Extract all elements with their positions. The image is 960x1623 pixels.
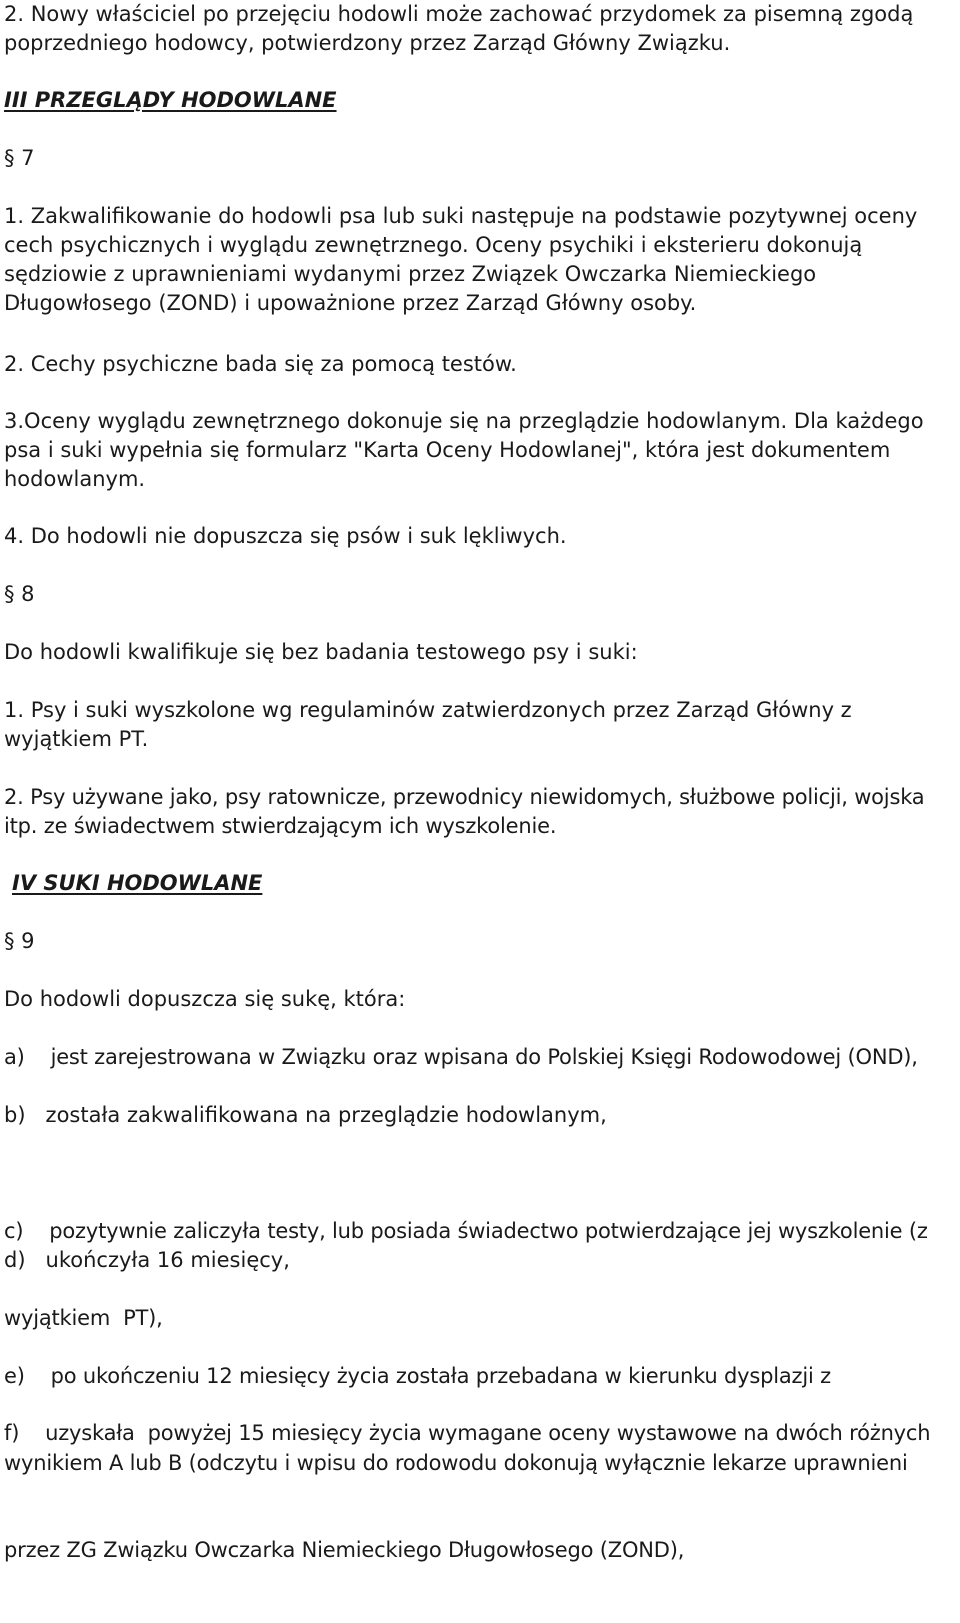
text-line: 2. Nowy właściciel po przejęciu hodowli może zachować przydomek za pisemną zgodą [4, 2, 914, 26]
text-line: hodowlanym. [4, 467, 146, 491]
paragraph-8-1 [4, 696, 956, 754]
text-line: 1. Psy i suki wyszkolone wg regulaminów zatwierdzonych przez Zarząd Główny z [4, 698, 852, 722]
list-item-e [4, 1304, 956, 1623]
text-line: itp. ze świadectwem stwierdzającym ich wyszkolenie. [4, 814, 557, 838]
list-item-d: d) ukończyła 16 miesięcy, [4, 1248, 290, 1272]
text-line: 1. Zakwalifikowanie do hodowli psa lub suki następuje na podstawie pozytywnej oceny [4, 204, 918, 228]
text-line: 3.Oceny wyglądu zewnętrznego dokonuje się na przeglądzie hodowlanym. Dla każdego [4, 409, 924, 433]
paragraph-8-intro: Do hodowli kwalifikuje się bez badania testowego psy i suki: [4, 640, 638, 664]
section-heading-iv: IV SUKI HODOWLANE [12, 871, 263, 895]
text-line: cech psychicznych i wyglądu zewnętrznego. Oceny psychiki i eksterieru dokonują [4, 233, 863, 257]
section-heading-iii: III PRZEGLĄDY HODOWLANE [4, 88, 337, 112]
text-line: wyjątkiem PT. [4, 727, 149, 751]
text-line: Długowłosego (ZOND) i upoważnione przez Zarząd Główny osoby. [4, 291, 697, 315]
paragraph-8-2 [4, 783, 956, 841]
text-line: 2. Psy używane jako, psy ratownicze, przewodnicy niewidomych, służbowe policji, wojska [4, 785, 925, 809]
text-line: przez ZG Związku Owczarka Niemieckiego Długowłosego (ZOND), [4, 1538, 685, 1562]
paragraph-owner [4, 0, 956, 58]
paragraph-7-1 [4, 202, 956, 318]
text-line: e) po ukończeniu 12 miesięcy życia została przebadana w kierunku dysplazji z [4, 1364, 831, 1388]
list-item-b: b) została zakwalifikowana na przeglądzie hodowlanym, [4, 1103, 607, 1127]
text-line: psa i suki wypełnia się formularz "Karta Oceny Hodowlanej", która jest dokumentem [4, 438, 891, 462]
section-number-9: § 9 [4, 929, 35, 953]
text-line: wyjątkiem PT), [4, 1306, 163, 1330]
paragraph-7-3 [4, 407, 956, 494]
paragraph-7-2: 2. Cechy psychiczne bada się za pomocą testów. [4, 352, 517, 376]
paragraph-9-intro: Do hodowli dopuszcza się sukę, która: [4, 987, 406, 1011]
text-line: wynikiem A lub B (odczytu i wpisu do rodowodu dokonują wyłącznie lekarze uprawnieni [4, 1451, 908, 1475]
section-number-8: § 8 [4, 582, 35, 606]
text-line: sędziowie z uprawnieniami wydanymi przez Związek Owczarka Niemieckiego [4, 262, 817, 286]
text-line: poprzedniego hodowcy, potwierdzony przez Zarząd Główny Związku. [4, 31, 731, 55]
paragraph-7-4: 4. Do hodowli nie dopuszcza się psów i suk lękliwych. [4, 524, 567, 548]
section-number-7: § 7 [4, 146, 35, 170]
list-item-a: a) jest zarejestrowana w Związku oraz wpisana do Polskiej Księgi Rodowodowej (OND), [4, 1045, 918, 1069]
list-item-f: f) uzyskała powyżej 15 miesięcy życia wymagane oceny wystawowe na dwóch różnych [4, 1421, 931, 1445]
text-line: c) pozytywnie zaliczyła testy, lub posiada świadectwo potwierdzające jej wyszkolenie (z [4, 1219, 928, 1243]
